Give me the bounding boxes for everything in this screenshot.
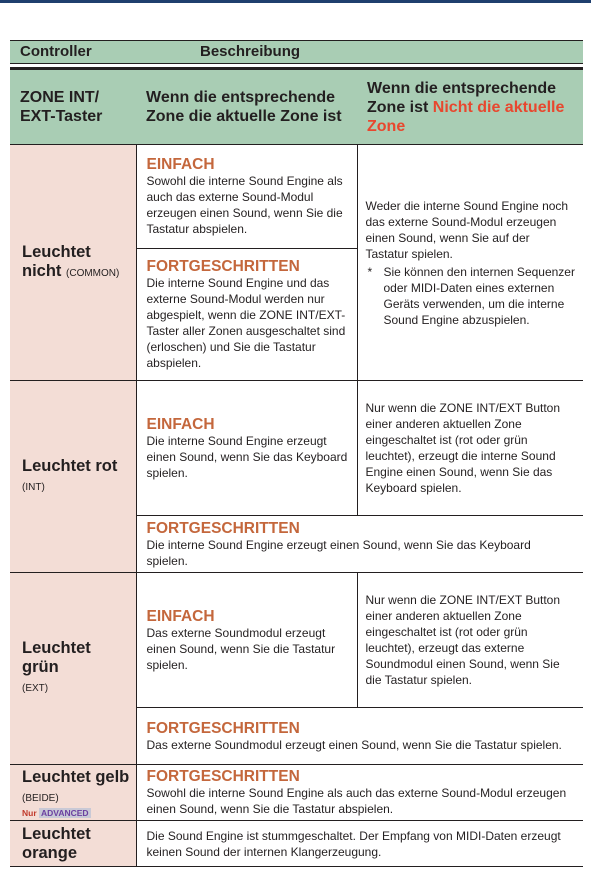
note-star: *: [367, 264, 373, 279]
row-label-common-text: Leuchtet nicht: [22, 242, 91, 280]
row-label-common: [10, 145, 136, 381]
advanced-only-prefix: Nur: [22, 807, 37, 818]
header-not-current-prefix: Wenn die entsprechende Zone ist: [367, 79, 557, 116]
header-zone-line1: ZONE INT/: [20, 89, 100, 106]
int-advanced-title: FORTGESCHRITTEN: [146, 519, 300, 537]
common-other-text: Weder die interne Sound Engine noch das externe Sound-Modul erzeugen einen Sound, wenn Sie auf der Tastatur spielen.: [365, 198, 569, 261]
row-label-common-sub: (COMMON): [66, 267, 120, 279]
common-advanced-text: Die interne Sound Engine und das externe Sound-Modul werden nur abgespielt, wenn die ZONE INT/EXT-Taster aller Zonen ausgeschaltet sind (erloschen) und Sie die Tastatur abspielen.: [146, 276, 346, 370]
common-simple-text: Sowohl die interne Sound Engine als auch das externe Sound-Modul erzeugen einen Sound, wenn Sie die Tastatur abspielen.: [146, 174, 343, 236]
row-label-ext-text: Leuchtet grün: [22, 639, 91, 676]
orange-text: Die Sound Engine ist stummgeschaltet. Der Empfang von MIDI-Daten erzeugt keinen Sound der internen Klangerzeugung.: [146, 828, 561, 859]
row-label-int-sub: (INT): [22, 481, 45, 493]
header-current-zone: Wenn die entsprechende Zone die aktuelle Zone ist: [136, 69, 357, 145]
int-advanced-text: Die interne Sound Engine erzeugt einen Sound, wenn Sie das Keyboard spielen.: [146, 537, 531, 568]
common-advanced-cell: [136, 249, 357, 381]
header-not-current-zone: [357, 69, 583, 145]
table-row-common-simple: [10, 145, 583, 249]
advanced-only-badge: ADVANCED: [41, 807, 89, 818]
int-advanced-cell: [136, 516, 583, 573]
ext-simple-text: Das externe Soundmodul erzeugt einen Sound, wenn Sie die Tastatur spielen.: [146, 625, 336, 672]
row-label-both: [10, 765, 136, 821]
header-zone-button: [10, 69, 136, 145]
table-row-ext-simple: [10, 573, 583, 708]
ext-simple-title: EINFACH: [146, 607, 215, 625]
ext-other-text: Nur wenn die ZONE INT/EXT Button einer anderen aktuellen Zone eingeschaltet ist (rot oder grün leuchtet), erzeugt das externe Soundmodul einen Sound, wenn Sie die Tastatur spielen.: [365, 593, 561, 687]
row-label-ext: [10, 573, 136, 765]
row-label-int: [10, 381, 136, 573]
row-label-ext-sub: (EXT): [22, 683, 49, 694]
common-simple-cell: [136, 145, 357, 249]
top-rule: [0, 0, 591, 3]
controller-heading: Controller: [20, 43, 92, 60]
controller-table: [10, 67, 583, 867]
header-zone-line2: EXT-Taster: [20, 108, 103, 125]
row-label-both-text: Leuchtet gelb: [22, 767, 130, 786]
int-simple-title: EINFACH: [146, 415, 215, 433]
common-note: [366, 264, 576, 328]
description-heading: Beschreibung: [200, 43, 301, 60]
ext-advanced-cell: [136, 708, 583, 765]
ext-other-cell: [357, 573, 583, 708]
advanced-only-tag: [22, 808, 130, 818]
both-advanced-cell: [136, 765, 583, 821]
controller-header: [10, 40, 583, 64]
table-row-both: [10, 765, 583, 821]
row-label-int-text: Leuchtet rot: [22, 456, 118, 475]
common-note-text: Sie können den internen Sequenzer oder MIDI-Daten eines externen Geräts verwenden, um die interne Sound Engine abzuspielen.: [383, 264, 575, 327]
row-label-both-sub: (BEIDE): [22, 792, 59, 804]
int-other-cell: [357, 381, 583, 516]
common-simple-title: EINFACH: [146, 156, 215, 173]
table-row-int-simple: [10, 381, 583, 516]
table-header-row: [10, 69, 583, 145]
ext-advanced-text: Das externe Soundmodul erzeugt einen Sound, wenn Sie die Tastatur spielen.: [146, 737, 562, 752]
common-other-cell: [357, 145, 583, 381]
int-simple-text: Die interne Sound Engine erzeugt einen Sound, wenn Sie das Keyboard spielen.: [146, 433, 348, 480]
int-simple-cell: [136, 381, 357, 516]
int-other-text: Nur wenn die ZONE INT/EXT Button einer anderen aktuellen Zone eingeschaltet ist (rot oder grün leuchtet), erzeugt die interne Sound Engine einen Sound, wenn Sie das Keyboard spielen.: [365, 401, 561, 495]
ext-advanced-title: FORTGESCHRITTEN: [146, 719, 300, 737]
row-label-orange: Leuchtet orange: [10, 821, 136, 867]
both-advanced-title: FORTGESCHRITTEN: [146, 768, 300, 785]
table-row-orange: [10, 821, 583, 867]
common-advanced-title: FORTGESCHRITTEN: [146, 258, 300, 275]
header-not-current-red: Nicht die aktuelle Zone: [367, 98, 565, 135]
both-advanced-text: Sowohl die interne Sound Engine als auch das externe Sound-Modul erzeugen einen Sound, wenn Sie die Tastatur abspielen.: [146, 786, 567, 816]
orange-cell: [136, 821, 583, 867]
ext-simple-cell: [136, 573, 357, 708]
